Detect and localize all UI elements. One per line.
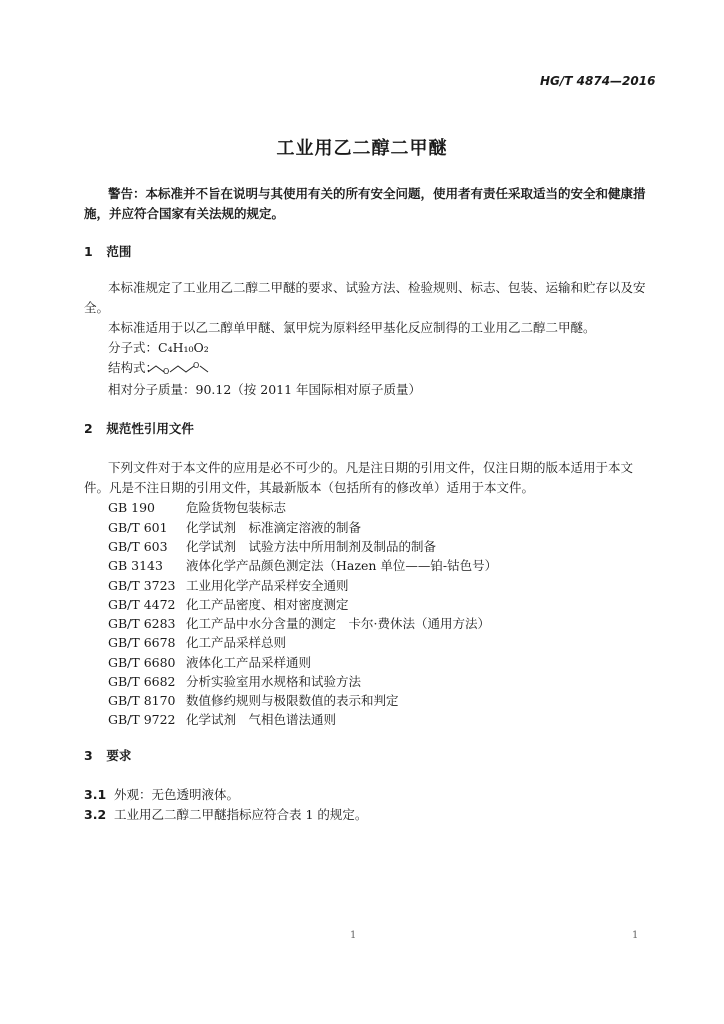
reference-item [108, 498, 286, 516]
section-3-heading [84, 746, 131, 764]
references-intro: 下列文件对于本文件的应用是必不可少的。凡是注日期的引用文件，仅注日期的版本适用于本文件。凡是不注日期的引用文件，其最新版本（包括所有的修改单）适用于本文件。 [84, 460, 634, 495]
section-2-heading [84, 419, 194, 437]
reference-title: 分析实验室用水规格和试验方法 [186, 674, 362, 689]
mw-label: 相对分子质量： [108, 382, 196, 397]
section-2-number: 2 [84, 421, 93, 436]
reference-title: 危险货物包装标志 [186, 500, 287, 515]
reference-item [108, 710, 336, 728]
reference-item [108, 595, 349, 613]
requirement-item [84, 805, 367, 823]
standard-number: HG/T 4874—2016 [540, 74, 656, 88]
reference-title: 化工产品采样总则 [186, 635, 287, 650]
section-3-number: 3 [84, 748, 93, 763]
reference-code: GB 3143 [108, 558, 163, 573]
reference-item [108, 614, 490, 632]
reference-item [108, 537, 436, 555]
requirement-text: 外观：无色透明液体。 [114, 787, 240, 802]
reference-item [108, 556, 497, 574]
formula-label: 分子式： [108, 340, 159, 355]
section-2-title: 规范性引用文件 [106, 421, 194, 436]
reference-item [108, 672, 361, 690]
reference-code: GB/T 4472 [108, 597, 176, 612]
structural-formula-icon [146, 360, 216, 376]
warning-paragraph: 警告：本标准并不旨在说明与其使用有关的所有安全问题，使用者有责任采取适当的安全和健康措施，并应符合国家有关法规的规定。 [84, 186, 646, 221]
molecular-formula: C₄H₁₀O₂ [158, 340, 209, 355]
reference-title: 液体化工产品采样通则 [186, 655, 312, 670]
molecular-formula-line [108, 338, 209, 356]
reference-item [108, 691, 399, 709]
requirement-number: 3.1 [84, 787, 107, 802]
reference-code: GB 190 [108, 500, 156, 515]
reference-code: GB/T 601 [108, 520, 168, 535]
section-3-title: 要求 [106, 748, 132, 763]
reference-title: 数值修约规则与极限数值的表示和判定 [186, 693, 399, 708]
scope-paragraph-2: 本标准适用于以乙二醇单甲醚、氯甲烷为原料经甲基化反应制得的工业用乙二醇二甲醚。 [108, 320, 596, 335]
reference-title: 化工产品密度、相对密度测定 [186, 597, 349, 612]
reference-item [108, 633, 286, 651]
molecular-weight-line [108, 380, 421, 398]
reference-code: GB/T 6283 [108, 616, 176, 631]
corner-mark: 1 [632, 930, 639, 941]
reference-code: GB/T 603 [108, 539, 168, 554]
requirement-item [84, 785, 239, 803]
reference-title: 工业用化学产品采样安全通则 [186, 578, 349, 593]
page-number: 1 [350, 930, 357, 941]
section-1-title: 范围 [106, 244, 132, 259]
scope-paragraph-1: 本标准规定了工业用乙二醇二甲醚的要求、试验方法、检验规则、标志、包装、运输和贮存以及安全。 [84, 280, 646, 315]
reference-title: 化学试剂 试验方法中所用制剂及制品的制备 [186, 539, 437, 554]
reference-code: GB/T 6678 [108, 635, 176, 650]
reference-code: GB/T 9722 [108, 712, 176, 727]
reference-code: GB/T 8170 [108, 693, 176, 708]
reference-item [108, 518, 361, 536]
svg-text:O: O [193, 361, 200, 370]
reference-item [108, 576, 349, 594]
reference-title: 化工产品中水分含量的测定 卡尔·费休法（通用方法） [186, 616, 490, 631]
reference-code: GB/T 6682 [108, 674, 176, 689]
section-1-number: 1 [84, 244, 93, 259]
reference-code: GB/T 6680 [108, 655, 176, 670]
requirement-number: 3.2 [84, 807, 107, 822]
section-1-heading [84, 242, 131, 260]
reference-title: 液体化学产品颜色测定法（Hazen 单位——铂-钴色号） [186, 558, 498, 573]
reference-title: 化学试剂 标准滴定溶液的制备 [186, 520, 362, 535]
reference-title: 化学试剂 气相色谱法通则 [186, 712, 337, 727]
document-title: 工业用乙二醇二甲醚 [276, 138, 448, 159]
reference-code: GB/T 3723 [108, 578, 176, 593]
structure-label: 结构式： [108, 360, 159, 375]
svg-text:O: O [163, 367, 170, 376]
reference-item [108, 653, 311, 671]
molecular-weight: 90.12（按 2011 年国际相对原子质量） [195, 382, 422, 397]
requirement-text: 工业用乙二醇二甲醚指标应符合表 1 的规定。 [114, 807, 368, 822]
